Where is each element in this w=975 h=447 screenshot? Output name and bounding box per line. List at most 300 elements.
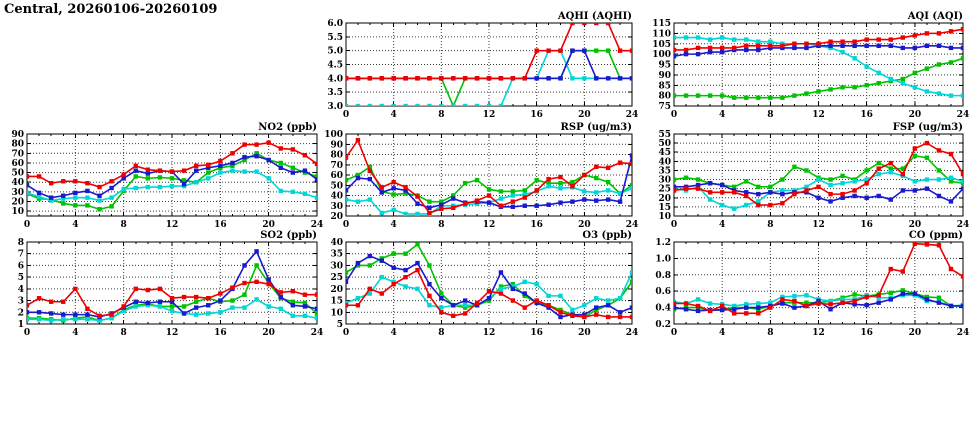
no2-marker-red [254,142,258,146]
rsp-marker-blue [630,153,634,157]
so2-marker-red [73,287,77,291]
so2-marker-red [25,303,29,307]
o3-marker-cyan [558,294,562,298]
rsp-marker-red [582,173,586,177]
rsp-marker-green [570,180,574,184]
so2-marker-cyan [134,304,138,308]
fsp-marker-green [913,154,917,158]
co-marker-blue [684,307,688,311]
co-marker-cyan [756,301,760,305]
o3-marker-blue [630,305,634,309]
aqi-marker-cyan [864,64,868,68]
aqhi-x-tick-label: 20 [578,110,591,120]
aqi-marker-blue [744,48,748,52]
co-marker-blue [937,300,941,304]
fsp-chart-title: FSP (ug/m3) [892,122,963,133]
page-title: Central, 20260106-20260109 [4,2,218,17]
so2-marker-blue [279,295,283,299]
aqhi-marker-red [451,76,455,80]
o3-x-tick-label: 24 [625,328,639,338]
rsp-marker-red [463,202,467,206]
fsp-marker-green [744,179,748,183]
o3-x-tick-label: 12 [482,328,496,338]
rsp-marker-blue [618,199,622,203]
so2-x-tick-label: 20 [262,328,275,338]
rsp-marker-green [463,181,467,185]
no2-marker-green [158,175,162,179]
rsp-marker-cyan [403,212,407,216]
aqi-marker-red [684,48,688,52]
o3-marker-blue [391,266,395,270]
fsp-marker-cyan [937,177,941,181]
aqi-marker-green [756,96,760,100]
aqi-marker-red [816,42,820,46]
aqhi-marker-red [499,76,503,80]
aqi-marker-blue [792,46,796,50]
so2-marker-cyan [254,297,258,301]
rsp-marker-cyan [344,197,348,201]
co-marker-red [925,242,929,246]
so2-marker-green [170,304,174,308]
so2-marker-red [85,307,89,311]
co-marker-blue [925,297,929,301]
aqi-marker-green [961,56,965,60]
o3-marker-blue [618,310,622,314]
no2-marker-cyan [134,186,138,190]
co-marker-red [804,304,808,308]
co-y-tick-label: 1.2 [655,238,671,248]
fsp-marker-blue [925,186,929,190]
co-marker-red [828,302,832,306]
no2-marker-cyan [242,169,246,173]
aqi-marker-cyan [937,91,941,95]
fsp-marker-cyan [840,181,844,185]
rsp-chart-title: RSP (ug/m3) [560,122,632,133]
aqi-marker-green [828,87,832,91]
rsp-marker-blue [534,204,538,208]
fsp-marker-cyan [816,177,820,181]
rsp-marker-blue [368,177,372,181]
no2-marker-red [242,142,246,146]
aqhi-marker-red [558,48,562,52]
co-marker-blue [744,305,748,309]
so2-marker-red [158,287,162,291]
aqi-marker-red [949,29,953,33]
fsp-marker-red [708,190,712,194]
rsp-y-tick-label: 30 [330,201,343,212]
aqi-marker-blue [840,44,844,48]
aqi-marker-blue [937,44,941,48]
so2-marker-red [254,280,258,284]
o3-marker-blue [427,282,431,286]
aqi-marker-green [744,96,748,100]
rsp-marker-blue [546,203,550,207]
fsp-x-tick-label: 24 [956,220,970,230]
no2-marker-red [194,164,198,168]
aqi-marker-red [744,44,748,48]
o3-marker-cyan [606,298,610,302]
aqhi-marker-cyan [439,104,443,108]
aqi-marker-blue [864,44,868,48]
o3-x-tick-label: 4 [390,328,397,338]
o3-marker-blue [463,298,467,302]
aqi-marker-cyan [901,81,905,85]
fsp-marker-cyan [720,203,724,207]
aqhi-y-tick-label: 3.5 [327,88,343,99]
rsp-marker-red [427,211,431,215]
rsp-marker-red [499,204,503,208]
aqi-marker-green [720,93,724,97]
rsp-marker-blue [582,197,586,201]
rsp-marker-cyan [511,193,515,197]
o3-marker-cyan [534,282,538,286]
no2-marker-cyan [170,184,174,188]
rsp-marker-blue [427,206,431,210]
so2-marker-blue [85,312,89,316]
no2-marker-red [49,181,53,185]
no2-marker-blue [254,154,258,158]
fsp-marker-cyan [828,183,832,187]
aqi-marker-green [913,71,917,75]
fsp-marker-green [780,177,784,181]
o3-marker-green [427,263,431,267]
o3-marker-cyan [356,296,360,300]
o3-x-tick-label: 16 [530,328,543,338]
aqi-marker-cyan [840,50,844,54]
o3-marker-red [558,310,562,314]
aqhi-marker-red [415,76,419,80]
no2-y-tick-label: 80 [11,139,24,150]
rsp-x-tick-label: 16 [530,220,543,230]
aqhi-marker-cyan [463,104,467,108]
aqhi-marker-cyan [403,104,407,108]
aqi-marker-blue [949,46,953,50]
o3-marker-blue [344,280,348,284]
aqhi-chart-title: AQHI (AQHI) [557,11,632,22]
aqhi-marker-cyan [427,104,431,108]
rsp-marker-cyan [630,186,634,190]
co-marker-red [672,301,676,305]
rsp-marker-green [427,199,431,203]
fsp-marker-blue [889,197,893,201]
rsp-y-tick-label: 20 [330,212,343,222]
rsp-y-tick-label: 40 [330,191,343,202]
co-y-tick-label: 1.0 [655,254,671,265]
so2-marker-red [315,293,319,297]
so2-marker-green [254,263,258,267]
fsp-marker-red [864,181,868,185]
o3-marker-red [403,275,407,279]
o3-marker-cyan [618,296,622,300]
aqi-marker-green [792,93,796,97]
o3-marker-blue [594,305,598,309]
o3-marker-green [630,280,634,284]
co-marker-red [901,269,905,273]
co-marker-red [732,311,736,315]
so2-marker-red [182,295,186,299]
no2-marker-red [97,185,101,189]
rsp-marker-blue [594,198,598,202]
so2-marker-blue [49,311,53,315]
rsp-y-tick-label: 100 [324,130,343,140]
no2-marker-blue [194,168,198,172]
no2-marker-blue [134,168,138,172]
no2-marker-red [218,159,222,163]
fsp-y-tick-label: 45 [658,148,671,159]
co-marker-blue [720,308,724,312]
fsp-marker-blue [756,192,760,196]
aqi-y-tick-label: 75 [658,102,671,112]
o3-marker-blue [523,291,527,295]
fsp-x-tick-label: 16 [860,220,873,230]
chart-aqi [652,11,969,120]
fsp-marker-blue [816,196,820,200]
rsp-marker-red [344,155,348,159]
so2-marker-blue [315,307,319,311]
aqi-marker-cyan [696,35,700,39]
so2-marker-green [242,293,246,297]
aqi-y-tick-label: 110 [652,29,671,40]
o3-marker-red [463,311,467,315]
aqi-marker-green [852,85,856,89]
so2-x-tick-label: 0 [23,328,31,338]
so2-marker-red [218,291,222,295]
rsp-marker-blue [391,186,395,190]
aqi-y-tick-label: 85 [658,81,671,92]
no2-marker-cyan [206,176,210,180]
no2-marker-red [303,153,307,157]
no2-marker-red [206,163,210,167]
so2-marker-blue [158,300,162,304]
rsp-marker-green [606,180,610,184]
so2-marker-cyan [25,317,29,321]
rsp-y-tick-label: 90 [330,140,343,151]
aqi-marker-blue [672,54,676,58]
no2-marker-cyan [121,187,125,191]
rsp-line-blue [346,156,632,208]
so2-marker-cyan [315,316,319,320]
no2-marker-blue [121,176,125,180]
fsp-x-tick-label: 4 [719,220,726,230]
fsp-marker-green [828,177,832,181]
aqhi-y-tick-label: 5.5 [327,32,343,43]
co-marker-blue [732,307,736,311]
so2-y-tick-label: 7 [17,249,24,260]
fsp-marker-red [744,194,748,198]
co-x-tick-label: 4 [719,328,726,338]
aqi-x-tick-label: 12 [812,110,825,120]
rsp-x-tick-label: 0 [342,220,350,230]
no2-marker-blue [85,189,89,193]
co-x-tick-label: 20 [908,328,922,338]
aqi-marker-red [889,37,893,41]
so2-marker-red [97,314,101,318]
rsp-marker-red [415,194,419,198]
aqi-y-tick-label: 100 [652,50,671,61]
fsp-marker-cyan [877,172,881,176]
aqi-marker-cyan [949,93,953,97]
so2-marker-cyan [242,305,246,309]
rsp-marker-blue [344,188,348,192]
no2-marker-cyan [73,195,77,199]
o3-marker-blue [558,315,562,319]
no2-marker-red [230,151,234,155]
no2-x-tick-label: 20 [262,220,275,230]
rsp-marker-red [368,169,372,173]
aqi-marker-red [780,44,784,48]
o3-marker-blue [499,270,503,274]
aqhi-y-tick-label: 3.0 [327,102,343,112]
co-marker-blue [889,297,893,301]
rsp-y-tick-label: 70 [330,160,343,171]
co-marker-red [816,301,820,305]
aqi-marker-red [720,46,724,50]
rsp-marker-green [534,178,538,182]
fsp-marker-green [672,177,676,181]
no2-marker-blue [279,166,283,170]
aqi-chart-title: AQI (AQI) [907,11,963,22]
fsp-marker-red [840,192,844,196]
so2-marker-blue [194,305,198,309]
no2-x-tick-label: 24 [310,220,324,230]
fsp-marker-blue [780,192,784,196]
rsp-marker-cyan [606,188,610,192]
o3-y-tick-label: 20 [330,284,343,295]
rsp-marker-green [523,188,527,192]
rsp-marker-red [558,175,562,179]
fsp-marker-red [852,188,856,192]
so2-marker-blue [73,312,77,316]
fsp-marker-red [792,192,796,196]
o3-marker-green [391,252,395,256]
co-marker-red [840,300,844,304]
o3-marker-cyan [582,303,586,307]
rsp-marker-cyan [356,199,360,203]
fsp-y-tick-label: 50 [658,139,671,150]
aqi-marker-green [840,85,844,89]
rsp-marker-red [534,188,538,192]
fsp-marker-red [949,152,953,156]
so2-marker-cyan [230,305,234,309]
aqhi-x-tick-label: 4 [390,110,397,120]
rsp-marker-blue [415,202,419,206]
so2-marker-red [121,304,125,308]
o3-marker-red [570,314,574,318]
aqi-marker-blue [925,44,929,48]
fsp-y-tick-label: 20 [658,193,671,204]
so2-marker-red [49,300,53,304]
o3-series-group [344,242,634,319]
aqi-marker-green [684,93,688,97]
so2-marker-red [37,296,41,300]
fsp-x-tick-label: 20 [908,220,922,230]
rsp-x-tick-label: 12 [482,220,496,230]
aqi-x-tick-label: 4 [719,110,726,120]
fsp-marker-cyan [925,177,929,181]
fsp-y-tick-label: 30 [658,175,671,186]
aqi-series-group [672,27,965,100]
fsp-marker-red [889,161,893,165]
o3-chart-title: O3 (ppb) [582,230,632,241]
rsp-y-tick-label: 50 [330,181,343,192]
rsp-marker-green [499,189,503,193]
fsp-marker-blue [913,188,917,192]
no2-marker-red [61,179,65,183]
no2-marker-green [146,176,150,180]
fsp-marker-red [877,166,881,170]
no2-marker-green [97,207,101,211]
aqhi-marker-blue [606,76,610,80]
aqi-marker-cyan [877,71,881,75]
aqhi-marker-cyan [582,76,586,80]
rsp-y-tick-label: 60 [330,171,343,181]
fsp-marker-cyan [889,170,893,174]
co-marker-blue [792,305,796,309]
o3-marker-red [380,291,384,295]
so2-marker-red [134,287,138,291]
so2-marker-blue [291,303,295,307]
fsp-marker-red [768,203,772,207]
rsp-marker-cyan [594,190,598,194]
rsp-marker-blue [356,176,360,180]
fsp-marker-green [877,161,881,165]
so2-marker-red [291,289,295,293]
fsp-marker-cyan [732,207,736,211]
so2-marker-red [194,295,198,299]
fsp-y-tick-label: 35 [658,166,671,177]
aqi-x-tick-label: 0 [670,110,678,120]
co-marker-blue [961,304,965,308]
aqi-marker-green [937,62,941,66]
aqhi-y-tick-label: 4.0 [327,74,343,85]
rsp-x-tick-label: 4 [390,220,397,230]
co-marker-red [877,293,881,297]
fsp-y-tick-label: 15 [658,202,671,213]
so2-y-tick-label: 5 [17,273,24,284]
no2-marker-cyan [315,195,319,199]
rsp-marker-red [606,166,610,170]
o3-marker-red [546,303,550,307]
so2-marker-cyan [303,314,307,318]
o3-marker-red [523,305,527,309]
aqi-marker-cyan [913,85,917,89]
aqi-marker-red [696,46,700,50]
o3-marker-red [582,315,586,319]
so2-x-tick-label: 8 [120,328,127,338]
fsp-x-tick-label: 8 [767,220,774,230]
o3-marker-red [606,315,610,319]
aqi-marker-blue [756,48,760,52]
fsp-marker-green [864,168,868,172]
o3-marker-blue [403,268,407,272]
rsp-marker-red [439,207,443,211]
so2-y-tick-label: 8 [17,238,24,248]
co-marker-cyan [804,293,808,297]
fsp-marker-red [696,186,700,190]
no2-chart-title: NO2 (ppb) [258,122,317,133]
aqi-marker-cyan [672,35,676,39]
no2-y-tick-label: 60 [11,158,24,169]
aqi-marker-blue [804,46,808,50]
no2-marker-cyan [25,191,29,195]
no2-marker-blue [25,183,29,187]
aqhi-x-tick-label: 8 [438,110,445,120]
no2-marker-red [85,181,89,185]
o3-marker-blue [380,259,384,263]
o3-marker-red [630,315,634,319]
rsp-marker-cyan [499,196,503,200]
o3-y-tick-label: 5 [336,320,343,330]
